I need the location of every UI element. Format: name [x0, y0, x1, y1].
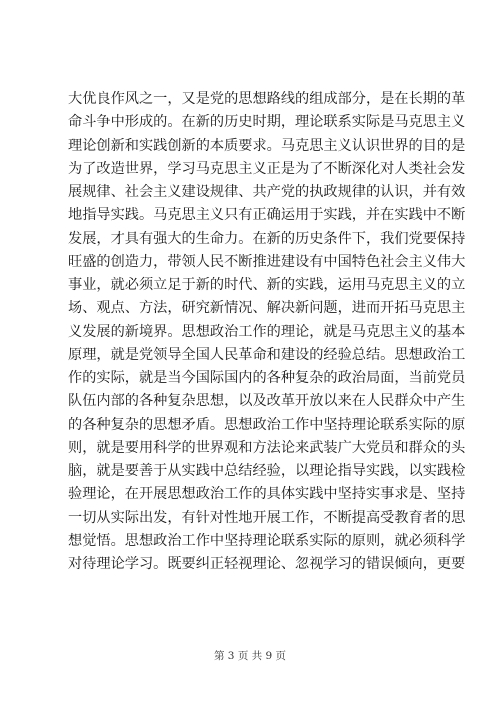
page-number-footer: 第 3 页 共 9 页	[213, 650, 287, 662]
text-line: 展规律、社会主义建设规律、共产党的执政规律的认识，并有效	[68, 184, 466, 200]
text-line: 旺盛的创造力，带领人民不断推进建设有中国特色社会主义伟大	[68, 253, 466, 270]
text-line: 想觉悟。思想政治工作中坚持理论联系实际的原则，就必须科学	[68, 532, 466, 549]
text-line: 队伍内部的各种复杂思想，以及改革开放以来在人民群众中产生	[68, 393, 466, 410]
text-line: 场、观点、方法，研究新情况、解决新问题，进而开拓马克思主	[68, 300, 466, 317]
text-line: 命斗争中形成的。在新的历史时期，理论联系实际是马克思主义	[68, 114, 466, 131]
text-line: 原理，就是党领导全国人民革命和建设的经验总结。思想政治工	[68, 346, 466, 363]
body-text	[68, 88, 466, 576]
text-line: 对待理论学习。既要纠正轻视理论、忽视学习的错误倾向，更要	[68, 556, 466, 572]
text-line: 脑，就是要善于从实践中总结经验，以理论指导实践，以实践检	[68, 463, 466, 479]
text-line: 验理论，在开展思想政治工作的具体实践中坚持实事求是、坚持	[68, 486, 466, 503]
text-line: 事业，就必须立足于新的时代、新的实践，运用马克思主义的立	[68, 277, 466, 293]
text-line: 的各种复杂的思想矛盾。思想政治工作中坚持理论联系实际的原	[68, 416, 466, 433]
text-line: 则，就是要用科学的世界观和方法论来武装广大党员和群众的头	[68, 439, 466, 456]
text-line: 发展，才具有强大的生命力。在新的历史条件下，我们党要保持	[68, 230, 466, 247]
text-line: 一切从实际出发，有针对性地开展工作，不断提高受教育者的思	[68, 509, 466, 526]
text-line: 义发展的新境界。思想政治工作的理论，就是马克思主义的基本	[68, 323, 466, 340]
text-line: 地指导实践。马克思主义只有正确运用于实践，并在实践中不断	[68, 207, 466, 224]
text-line: 作的实际，就是当今国际国内的各种复杂的政治局面，当前党员	[68, 370, 466, 386]
text-line: 为了改造世界，学习马克思主义正是为了不断深化对人类社会发	[68, 160, 466, 177]
text-line: 理论创新和实践创新的本质要求。马克思主义认识世界的目的是	[68, 137, 466, 154]
text-line: 大优良作风之一，又是党的思想路线的组成部分，是在长期的革	[68, 91, 466, 107]
